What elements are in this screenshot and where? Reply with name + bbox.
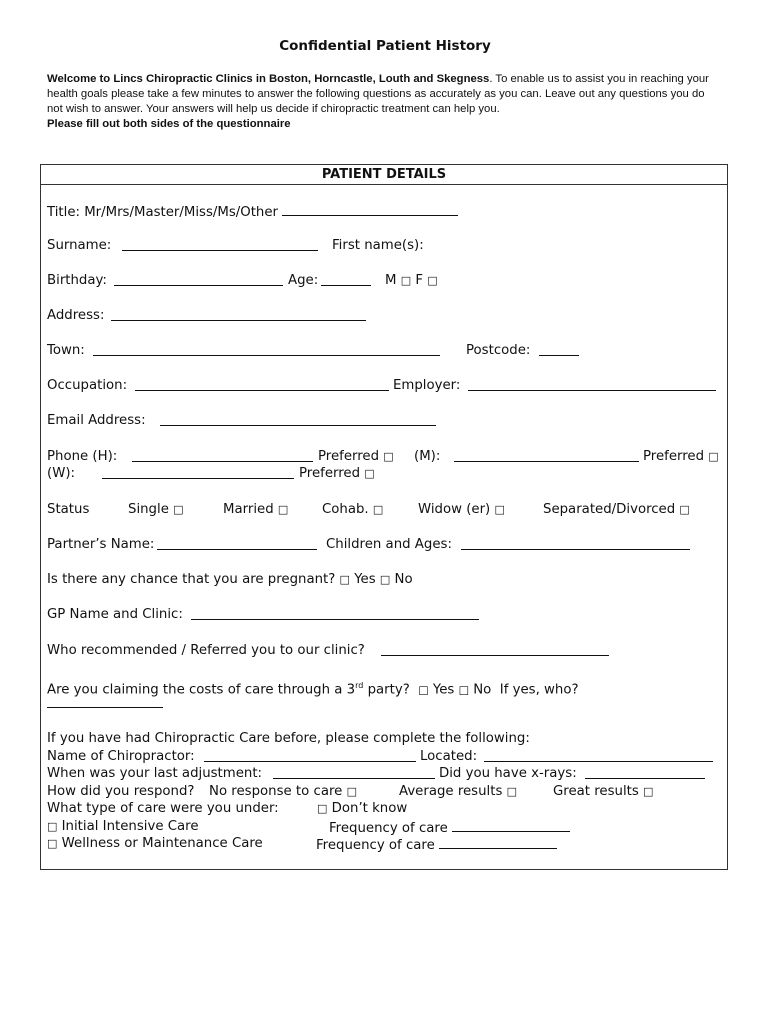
respond-label: How did you respond? (47, 784, 195, 799)
initial-frequency-label: Frequency of care (329, 821, 448, 836)
phone-m-field[interactable] (454, 449, 639, 462)
surname-field[interactable] (122, 238, 318, 251)
chiro-name-label: Name of Chiropractor: (47, 749, 195, 764)
great-results-label: Great results (553, 784, 639, 799)
postcode-label: Postcode: (466, 343, 531, 358)
xrays-label: Did you have x-rays: (439, 766, 577, 781)
phone-w-field[interactable] (102, 466, 294, 479)
last-adjust-label: When was your last adjustment: (47, 766, 263, 781)
title-row (47, 203, 458, 221)
gender-f-label: F (415, 273, 424, 288)
claiming-label: Are you claiming the costs of care through a 3 (47, 682, 356, 698)
pregnant-no-label: No (394, 572, 413, 587)
title-label: Title: Mr/Mrs/Master/Miss/Ms/Other (47, 205, 278, 220)
partner-field[interactable] (157, 537, 317, 550)
status-single-checkbox[interactable]: □ (173, 503, 184, 516)
section-title: PATIENT DETAILS (41, 165, 727, 185)
age-field[interactable] (321, 273, 371, 286)
claiming-yes-label: Yes (432, 682, 455, 698)
phone-w-preferred-checkbox[interactable]: □ (364, 467, 375, 480)
intro-lead: Welcome to Lincs Chiropractic Clinics in Boston, Horncastle, Louth and Skegness (47, 73, 490, 85)
employer-label: Employer: (393, 378, 461, 393)
xrays-field[interactable] (585, 766, 705, 779)
phone-w-label: (W): (47, 466, 76, 481)
claiming-label-end: party? (363, 682, 410, 698)
gender-options (385, 273, 438, 289)
claiming-no-label: No (473, 682, 492, 698)
no-response-label: No response to care (209, 784, 343, 799)
gender-m-checkbox[interactable]: □ (400, 274, 412, 287)
phone-m-label: (M): (414, 449, 441, 464)
title-field[interactable] (282, 203, 458, 216)
surname-label: Surname: (47, 238, 112, 253)
employer-field[interactable] (468, 378, 716, 391)
children-label: Children and Ages: (326, 537, 452, 552)
phone-h-label: Phone (H): (47, 449, 118, 464)
phone-m-preferred-checkbox[interactable]: □ (708, 450, 719, 463)
status-single-label: Single (128, 502, 169, 517)
phone-h-preferred-checkbox[interactable]: □ (383, 450, 394, 463)
pregnant-yes-label: Yes (354, 572, 376, 587)
chiro-name-field[interactable] (204, 749, 416, 762)
occupation-label: Occupation: (47, 378, 128, 393)
status-married-label: Married (223, 502, 274, 517)
dont-know-label: Don’t know (331, 801, 408, 816)
status-widow-checkbox[interactable]: □ (494, 503, 505, 516)
age-label: Age: (288, 273, 319, 288)
wellness-frequency-field[interactable] (439, 836, 557, 849)
wellness-care-checkbox[interactable]: □ (47, 837, 58, 850)
pregnant-row (47, 572, 413, 588)
status-married-checkbox[interactable]: □ (277, 503, 289, 516)
wellness-care-label: Wellness or Maintenance Care (61, 836, 263, 851)
phone-w-preferred-label: Preferred (299, 466, 361, 481)
no-response-checkbox[interactable]: □ (346, 785, 357, 798)
email-field[interactable] (160, 413, 436, 426)
referred-label: Who recommended / Referred you to our clinic? (47, 643, 365, 658)
dont-know-checkbox[interactable]: □ (317, 802, 328, 815)
gp-label: GP Name and Clinic: (47, 607, 183, 622)
initial-care-label: Initial Intensive Care (61, 819, 199, 834)
chiro-located-label: Located: (420, 749, 478, 764)
children-field[interactable] (461, 537, 690, 550)
intro-body: . To enable us to assist you in reaching your health goals please take a few minutes to answer the following questions as accurately as you can. Leave out any questions you do not wish to answer. Your answers will help us decide if chiropractic treatment can help you. (47, 73, 709, 115)
birthday-label: Birthday: (47, 273, 107, 288)
intro-note: Please fill out both sides of the questionnaire (47, 118, 291, 130)
great-results-checkbox[interactable]: □ (643, 785, 654, 798)
address-field[interactable] (111, 308, 366, 321)
referred-field[interactable] (381, 643, 609, 656)
claiming-who-label: If yes, who? (499, 682, 579, 698)
partner-label: Partner’s Name: (47, 537, 155, 552)
initial-care-checkbox[interactable]: □ (47, 820, 58, 833)
patient-details-section (40, 164, 728, 870)
gp-field[interactable] (191, 607, 479, 620)
occupation-field[interactable] (135, 378, 389, 391)
postcode-field[interactable] (539, 343, 579, 356)
chiro-intro: If you have had Chiropractic Care before, please complete the following: (47, 731, 530, 746)
birthday-field[interactable] (114, 273, 283, 286)
address-label: Address: (47, 308, 105, 323)
phone-h-preferred-label: Preferred (318, 449, 380, 464)
status-separated-label: Separated/Divorced (543, 502, 676, 517)
gender-f-checkbox[interactable]: □ (427, 274, 438, 287)
initial-frequency-field[interactable] (452, 819, 570, 832)
status-widow-label: Widow (er) (418, 502, 491, 517)
average-results-label: Average results (399, 784, 503, 799)
claiming-superscript: rd (355, 681, 364, 690)
status-cohab-label: Cohab. (322, 502, 369, 517)
average-results-checkbox[interactable]: □ (506, 785, 518, 798)
phone-h-field[interactable] (132, 449, 313, 462)
status-cohab-checkbox[interactable]: □ (372, 503, 384, 516)
first-name-label: First name(s): (332, 238, 424, 253)
phone-m-preferred-label: Preferred (643, 449, 705, 464)
town-label: Town: (47, 343, 85, 358)
status-label: Status (47, 502, 90, 517)
intro-paragraph (47, 72, 717, 132)
email-label: Email Address: (47, 413, 146, 428)
pregnant-yes-checkbox[interactable]: □ (339, 573, 350, 586)
claiming-who-field[interactable] (47, 695, 163, 708)
town-field[interactable] (93, 343, 440, 356)
chiro-located-field[interactable] (484, 749, 713, 762)
wellness-frequency-label: Frequency of care (316, 838, 435, 853)
claiming-no-checkbox[interactable]: □ (458, 683, 469, 697)
pregnant-no-checkbox[interactable]: □ (379, 573, 391, 586)
last-adjust-field[interactable] (273, 766, 435, 779)
claiming-yes-checkbox[interactable]: □ (418, 683, 429, 697)
gender-m-label: M (385, 273, 397, 288)
pregnant-label: Is there any chance that you are pregnant? (47, 572, 336, 587)
status-separated-checkbox[interactable]: □ (679, 503, 690, 516)
form-title: Confidential Patient History (279, 38, 491, 54)
care-type-label: What type of care were you under: (47, 801, 279, 816)
